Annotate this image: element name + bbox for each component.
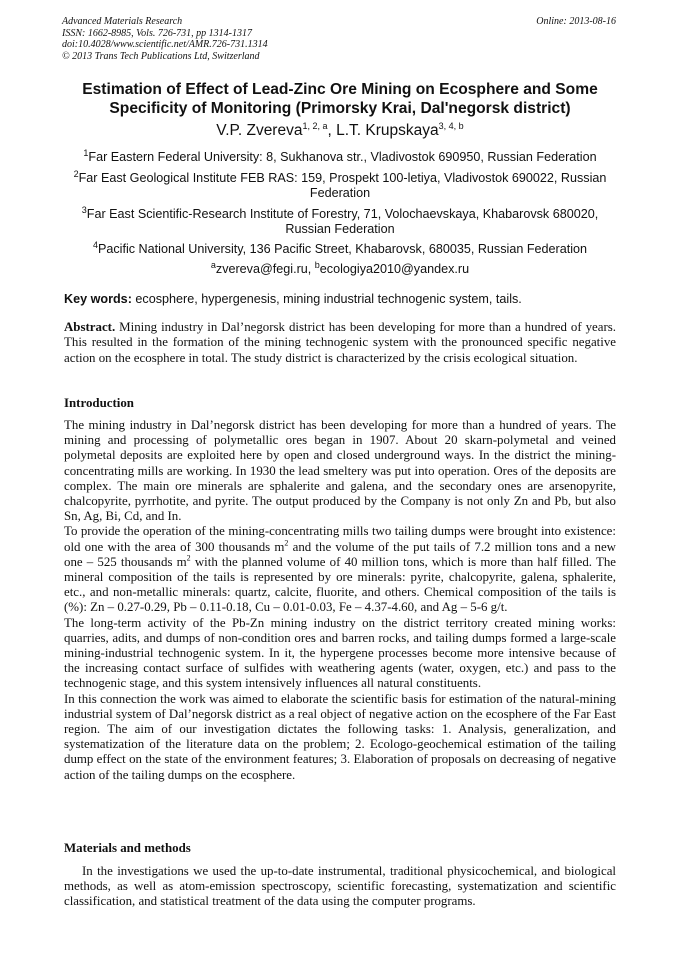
email-separator: ,	[307, 262, 315, 276]
affiliation	[70, 168, 610, 201]
keywords-label: Key words:	[64, 292, 132, 306]
author-name: L.T. Krupskaya	[336, 122, 439, 139]
paragraph: The long-term activity of the Pb-Zn mining industry on the district territory created mining works: quarries, adits, and dumps of non-condition ores and barren rocks, and tailing dumps formed a large-scale mining-industrial technogenic system. In it, the hypergene processes become more intensive because of the increasing contact surface of sulfides with weathering agents (water, oxygen, etc.) and pass to the technogenic stage, and this system intensively influences all natural constituents.	[64, 615, 616, 691]
section-heading-methods: Materials and methods	[64, 841, 191, 855]
affiliation-number: 4	[92, 239, 98, 250]
superscript: 2	[186, 553, 191, 563]
email-link[interactable]: zvereva@fegi.ru	[215, 262, 308, 276]
abstract-label: Abstract.	[64, 320, 116, 334]
affiliation-number: 2	[73, 168, 79, 179]
section-heading-introduction: Introduction	[64, 396, 134, 410]
journal-doi: doi:10.4028/www.scientific.net/AMR.726-731.1314	[62, 39, 268, 50]
affiliation-number: 1	[83, 147, 89, 158]
author-line	[60, 122, 620, 140]
methods-body	[64, 864, 616, 910]
superscript: 2	[284, 538, 289, 548]
keywords	[64, 292, 620, 306]
affiliation	[70, 239, 610, 257]
journal-copyright: © 2013 Trans Tech Publications Ltd, Switzerland	[62, 50, 260, 62]
email-marker: a	[210, 259, 216, 270]
paragraph-text: and the volume of the put tails of 7.2 million tons and a new one – 525 thousands m	[64, 539, 616, 569]
keywords-text: ecosphere, hypergenesis, mining industrial technogenic system, tails.	[131, 292, 522, 306]
affiliation-text: Far East Geological Institute FEB RAS: 159, Prospekt 100-letiya, Vladivostok 690022, Russian Federation	[78, 171, 607, 200]
paragraph: In this connection the work was aimed to elaborate the scientific basis for estimation of the natural-mining industrial system of Dal’negorsk district as a real object of negative action on the ecosphere of the Far East region. The aim of our investigation dictates the following tasks: 1. Analysis, generalization, and systematization of the literature data on the problem; 2. Ecologo-geochemical estimation of the tailing dump effect on the state of the environment features; 3. Elaboration of proposals on decreasing of negative action of the tailing dumps on the ecosphere.	[64, 691, 616, 782]
paragraph	[64, 524, 616, 615]
abstract-text: Mining industry in Dal’negorsk district has been developing for more than a hundred of years. This resulted in the formation of the mining technogenic system with the pronounced specific negative action on the ecosphere in total. The study district is characterized by the crisis ecological situation.	[64, 320, 616, 365]
email-marker: b	[314, 259, 320, 270]
author-separator: ,	[327, 122, 337, 139]
paper-title: Estimation of Effect of Lead-Zinc Ore Mining on Ecosphere and Some Specificity of Monitoring (Primorsky Krai, Dal'negorsk district)	[82, 81, 598, 117]
journal-header	[62, 16, 616, 62]
affiliation-text: Far Eastern Federal University: 8, Sukhanova str., Vladivostok 690950, Russian Federation	[88, 150, 597, 164]
affiliation-text: Far East Scientific-Research Institute of Forestry, 71, Volochaevskaya, Khabarovsk 680020, Russian Federation	[86, 207, 599, 236]
abstract	[64, 320, 616, 366]
journal-issn: ISSN: 1662-8985, Vols. 726-731, pp 1314-1317	[62, 27, 252, 39]
introduction-body	[64, 418, 616, 783]
author-affil-marker: 1, 2, a	[302, 120, 328, 131]
journal-name: Advanced Materials Research	[62, 16, 183, 27]
affiliation-number: 3	[81, 204, 87, 215]
affiliation	[70, 147, 610, 165]
paragraph-text: with the planned volume of 40 million tons, which is more than half filled. The mineral composition of the tails is represented by ore minerals: pyrite, chalcopyrite, galena, sphalerite, etc., and non-metallic minerals: quartz, calcite, fluorite, and others. Chemical composition of the tails is (%): Zn – 0.27-0.29, Pb – 0.11-0.18, Cu – 0.01-0.03, Fe – 4.37-4.60, and Ag – 5-6 g/t.	[64, 554, 616, 615]
affiliation	[70, 204, 610, 237]
paragraph: In the investigations we used the up-to-date instrumental, traditional physicochemical, and biological methods, as well as atom-emission spectroscopy, scientific forecasting, systematization and scientific classification, and statistical treatment of the data using the computer programs.	[64, 864, 616, 909]
affiliation-text: Pacific National University, 136 Pacific Street, Khabarovsk, 680035, Russian Federation	[97, 242, 588, 256]
author-name: V.P. Zvereva	[216, 122, 303, 139]
paragraph-text: To provide the operation of the mining-concentrating mills two tailing dumps were brought into existence: old one with the area of 300 thousands m	[64, 524, 616, 554]
online-date: Online: 2013-08-16	[536, 16, 616, 27]
email-link[interactable]: ecologiya2010@yandex.ru	[319, 262, 470, 276]
author-emails	[70, 259, 610, 276]
author-affil-marker: 3, 4, b	[438, 120, 464, 131]
paragraph: The mining industry in Dal’negorsk district has been developing for more than a hundred of years. The mining and processing of polymetallic ores began in 1907. About 20 skarn-polymetal and veined polymetal deposits are exploited here by open and closed underground ways. In the district the mining-concentrating mills are working. In 1930 the lead smeltery was put into operation. Ores of the deposits are complex. The main ore minerals are sphalerite and galena, and the secondary ones are arsenopyrite, chalcopyrite, pyrrhotite, and pyrite. The output produced by the Company is not only Zn and Pb, but also Sn, Ag, Bi, Cd, and In.	[64, 418, 616, 524]
